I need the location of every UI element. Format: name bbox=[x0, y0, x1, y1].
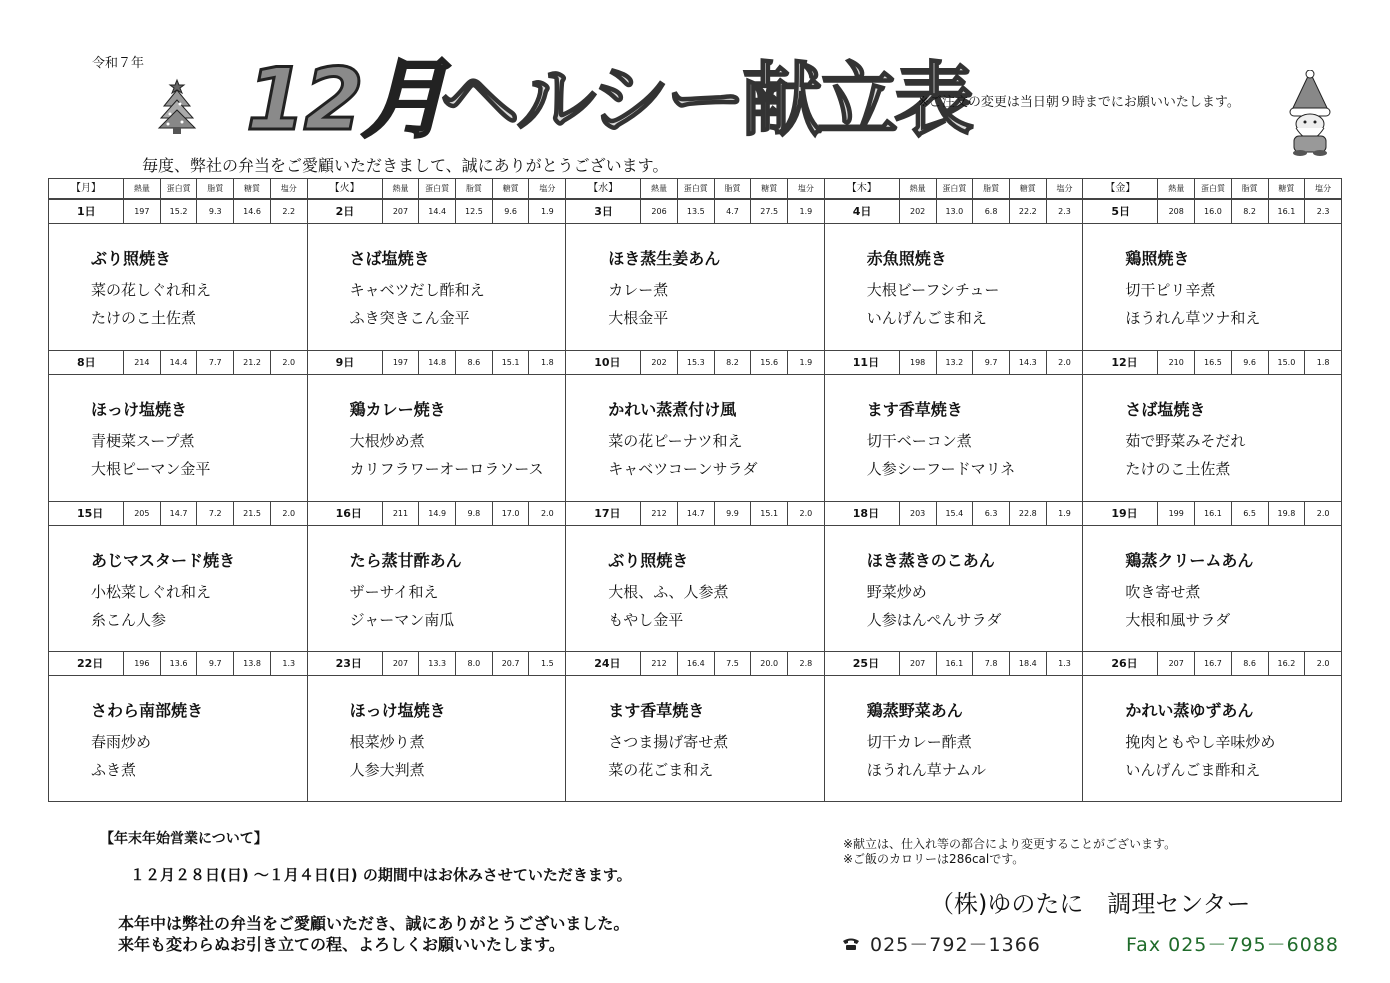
day-nutrition-row bbox=[566, 651, 824, 676]
nutrition-value: 15.1 bbox=[751, 502, 788, 525]
day-nutrition-row bbox=[566, 501, 824, 526]
nutrition-value: 22.2 bbox=[1010, 200, 1047, 223]
side-dish: 大根、ふ、人参煮 bbox=[608, 582, 729, 601]
nutrition-value: 13.3 bbox=[419, 652, 456, 675]
main-dish: 赤魚照焼き bbox=[866, 249, 947, 268]
main-dish: 鶏蒸野菜あん bbox=[866, 701, 963, 721]
side-dish: ふき煮 bbox=[91, 761, 137, 780]
day-date: 4日 bbox=[825, 200, 900, 223]
nutrition-value: 2.0 bbox=[1316, 659, 1330, 669]
thanks-text-line1: 本年中は弊社の弁当をご愛顧いただき、誠にありがとうございました。 bbox=[118, 914, 630, 933]
company-name: （株)ゆのたに 調理センター bbox=[930, 890, 1251, 918]
nutrient-label: 脂質 bbox=[1232, 179, 1269, 198]
day-cell bbox=[49, 501, 308, 652]
side-dish: いんげんごま酢和え bbox=[1125, 761, 1261, 780]
day-menu bbox=[1083, 224, 1341, 350]
nutrition-value: 13.6 bbox=[161, 652, 198, 675]
day-cell bbox=[825, 350, 1084, 501]
side-dish: 大根和風サラダ bbox=[1125, 610, 1231, 629]
weekday-header-tue bbox=[308, 179, 567, 198]
nutrition-value: 14.9 bbox=[419, 502, 456, 525]
day-menu bbox=[1083, 375, 1341, 501]
weekday-label: 【火】 bbox=[308, 179, 383, 198]
nutrition-value: 2.0 bbox=[540, 508, 554, 518]
side-dish: キャベツだし酢和え bbox=[349, 281, 485, 299]
nutrition-value: 18.4 bbox=[1010, 652, 1047, 675]
nutrient-label: 糖質 bbox=[1010, 179, 1047, 198]
day-cell bbox=[1083, 501, 1341, 652]
nutrition-value: 16.1 bbox=[937, 652, 974, 675]
nutrition-value: 20.7 bbox=[493, 652, 530, 675]
nutrition-value: 199 bbox=[1158, 502, 1195, 525]
nutrition-value: 9.6 bbox=[1232, 351, 1269, 374]
nutrition-value: 207 bbox=[383, 200, 420, 223]
nutrition-value: 2.3 bbox=[1058, 207, 1071, 216]
side-dish: いんげんごま和え bbox=[866, 309, 987, 327]
nutrition-value: 203 bbox=[900, 502, 937, 525]
day-date: 9日 bbox=[308, 351, 383, 374]
nutrition-value: 1.9 bbox=[799, 357, 813, 367]
day-date: 1日 bbox=[49, 200, 124, 223]
nutrition-value: 198 bbox=[900, 351, 937, 374]
nutrition-value: 8.2 bbox=[715, 351, 752, 374]
day-cell bbox=[308, 651, 567, 802]
day-date: 15日 bbox=[49, 502, 124, 525]
nutrient-label: 糖質 bbox=[751, 179, 788, 198]
nutrient-label: 熱量 bbox=[641, 179, 678, 198]
nutrition-value: 16.1 bbox=[1269, 200, 1306, 223]
nutrition-value: 9.6 bbox=[493, 200, 530, 223]
day-date: 17日 bbox=[566, 502, 641, 525]
nutrition-value: 2.8 bbox=[799, 659, 813, 669]
day-menu bbox=[308, 375, 566, 501]
day-date: 18日 bbox=[825, 502, 900, 525]
nutrient-label: 熱量 bbox=[124, 179, 161, 198]
main-dish: ます香草焼き bbox=[866, 399, 963, 419]
side-dish: 菜の花ピーナツ和え bbox=[608, 431, 743, 450]
nutrition-value: 7.2 bbox=[197, 502, 234, 525]
day-nutrition-row bbox=[566, 199, 824, 224]
telephone bbox=[842, 930, 1041, 957]
week-row bbox=[49, 651, 1341, 802]
side-dish: 糸こん人参 bbox=[91, 610, 167, 629]
nutrition-value: 8.2 bbox=[1232, 200, 1269, 223]
nutrition-value: 7.5 bbox=[715, 652, 752, 675]
side-dish: ふき突きこん金平 bbox=[349, 309, 470, 327]
day-cell bbox=[49, 199, 308, 350]
day-menu bbox=[308, 224, 566, 350]
day-menu bbox=[49, 676, 307, 802]
day-menu bbox=[566, 224, 824, 350]
side-dish: 春雨炒め bbox=[91, 733, 152, 752]
side-dish: 切干ベーコン煮 bbox=[866, 431, 972, 450]
day-nutrition-row bbox=[825, 350, 1083, 375]
day-date: 24日 bbox=[566, 652, 641, 675]
nutrition-value: 206 bbox=[641, 200, 678, 223]
nutrition-value: 8.6 bbox=[456, 351, 493, 374]
nutrition-value: 14.8 bbox=[419, 351, 456, 374]
day-cell bbox=[566, 199, 825, 350]
nutrition-value: 2.0 bbox=[282, 508, 296, 518]
nutrition-value: 1.3 bbox=[1058, 659, 1071, 669]
day-cell bbox=[566, 501, 825, 652]
nutrient-label: 蛋白質 bbox=[937, 179, 974, 198]
nutrition-value: 9.9 bbox=[715, 502, 752, 525]
main-dish: ほっけ塩焼き bbox=[91, 399, 188, 419]
main-dish: ほっけ塩焼き bbox=[349, 701, 446, 721]
day-cell bbox=[1083, 651, 1341, 802]
era-label: 令和７年 bbox=[92, 56, 145, 71]
nutrition-value: 9.7 bbox=[973, 351, 1010, 374]
nutrition-value: 9.8 bbox=[456, 502, 493, 525]
nutrient-label: 塩分 bbox=[797, 184, 814, 193]
menu-change-note: ※献立は、仕入れ等の都合により変更することがございます。 bbox=[843, 837, 1177, 851]
nutrition-value: 7.8 bbox=[973, 652, 1010, 675]
nutrition-value: 12.5 bbox=[456, 200, 493, 223]
nutrition-value: 16.2 bbox=[1269, 652, 1306, 675]
nutrition-value: 14.6 bbox=[234, 200, 271, 223]
day-nutrition-row bbox=[308, 501, 566, 526]
main-dish: ぶり照焼き bbox=[91, 249, 172, 268]
weekday-header-thu bbox=[825, 179, 1084, 198]
nutrition-value: 8.6 bbox=[1232, 652, 1269, 675]
main-dish: 鶏蒸クリームあん bbox=[1125, 550, 1254, 570]
nutrition-value: 15.4 bbox=[937, 502, 974, 525]
day-date: 23日 bbox=[308, 652, 383, 675]
day-nutrition-row bbox=[308, 350, 566, 375]
nutrient-label: 脂質 bbox=[197, 179, 234, 198]
main-dish: 鶏照焼き bbox=[1125, 249, 1190, 268]
nutrition-value: 22.8 bbox=[1010, 502, 1047, 525]
nutrition-value: 207 bbox=[383, 652, 420, 675]
nutrition-value: 1.9 bbox=[540, 207, 554, 216]
nutrition-value: 2.0 bbox=[282, 357, 296, 367]
nutrition-value: 21.5 bbox=[234, 502, 271, 525]
nutrition-value: 2.0 bbox=[1316, 508, 1330, 518]
nutrient-label: 脂質 bbox=[456, 179, 493, 198]
nutrition-value: 210 bbox=[1158, 351, 1195, 374]
main-dish: ます香草焼き bbox=[608, 701, 705, 721]
day-cell bbox=[49, 350, 308, 501]
day-cell bbox=[566, 651, 825, 802]
week-row bbox=[49, 350, 1341, 501]
nutrition-value: 14.4 bbox=[161, 351, 198, 374]
side-dish: 挽肉ともやし辛味炒め bbox=[1125, 733, 1276, 752]
side-dish: 根菜炒り煮 bbox=[349, 733, 425, 752]
day-date: 3日 bbox=[566, 200, 641, 223]
nutrient-label: 熱量 bbox=[900, 179, 937, 198]
main-dish: さわら南部焼き bbox=[91, 701, 204, 721]
nutrient-label: 糖質 bbox=[1269, 179, 1306, 198]
side-dish: 茹で野菜みそだれ bbox=[1125, 431, 1246, 450]
day-nutrition-row bbox=[1083, 350, 1341, 375]
nutrient-label: 熱量 bbox=[1158, 179, 1195, 198]
day-menu bbox=[49, 526, 307, 652]
nutrition-value: 202 bbox=[900, 200, 937, 223]
nutrient-label: 塩分 bbox=[1056, 184, 1073, 193]
day-menu bbox=[49, 224, 307, 350]
nutrition-value: 6.5 bbox=[1232, 502, 1269, 525]
day-date: 2日 bbox=[308, 200, 383, 223]
nutrition-value: 8.0 bbox=[456, 652, 493, 675]
menu-calendar-grid bbox=[48, 199, 1342, 802]
telephone-number: 025－792－1366 bbox=[870, 934, 1041, 956]
nutrition-value: 16.7 bbox=[1195, 652, 1232, 675]
nutrition-value: 208 bbox=[1158, 200, 1195, 223]
nutrition-value: 15.2 bbox=[161, 200, 198, 223]
day-menu bbox=[825, 526, 1083, 652]
day-cell bbox=[308, 350, 567, 501]
day-nutrition-row bbox=[308, 199, 566, 224]
nutrition-value: 1.8 bbox=[540, 357, 554, 367]
side-dish: ザーサイ和え bbox=[349, 582, 439, 601]
day-nutrition-row bbox=[566, 350, 824, 375]
side-dish: ほうれん草ツナ和え bbox=[1125, 309, 1261, 327]
nutrition-value: 16.5 bbox=[1195, 351, 1232, 374]
holiday-period-text: １２月２８日(日) ～１月４日(日) の期間中はお休みさせていただきます。 bbox=[130, 866, 632, 884]
day-menu bbox=[1083, 676, 1341, 802]
main-dish: さば塩焼き bbox=[349, 249, 430, 268]
day-cell bbox=[1083, 199, 1341, 350]
day-nutrition-row bbox=[825, 501, 1083, 526]
nutrition-value: 16.0 bbox=[1195, 200, 1232, 223]
nutrition-value: 2.3 bbox=[1316, 207, 1330, 216]
nutrition-value: 2.2 bbox=[282, 207, 296, 216]
nutrient-label: 蛋白質 bbox=[419, 179, 456, 198]
day-cell bbox=[825, 199, 1084, 350]
side-dish: 切干カレー酢煮 bbox=[866, 733, 972, 752]
nutrition-value: 20.0 bbox=[751, 652, 788, 675]
nutrition-value: 15.0 bbox=[1269, 351, 1306, 374]
day-nutrition-row bbox=[308, 651, 566, 676]
nutrition-value: 202 bbox=[641, 351, 678, 374]
side-dish: カレー煮 bbox=[608, 281, 669, 299]
day-date: 16日 bbox=[308, 502, 383, 525]
greeting-text: 毎度、弊社の弁当をご愛顧いただきまして、誠にありがとうございます。 bbox=[142, 156, 669, 175]
nutrient-label: 熱量 bbox=[383, 179, 420, 198]
nutrition-value: 197 bbox=[124, 200, 161, 223]
day-date: 19日 bbox=[1083, 502, 1158, 525]
day-cell bbox=[49, 651, 308, 802]
main-dish: かれい蒸煮付け風 bbox=[608, 399, 737, 419]
side-dish: 野菜炒め bbox=[866, 582, 927, 601]
side-dish: もやし金平 bbox=[608, 610, 684, 629]
nutrition-value: 207 bbox=[900, 652, 937, 675]
nutrition-value: 16.4 bbox=[678, 652, 715, 675]
main-dish: かれい蒸ゆずあん bbox=[1125, 701, 1254, 721]
side-dish: 吹き寄せ煮 bbox=[1125, 582, 1201, 601]
side-dish: 人参大判煮 bbox=[349, 761, 425, 780]
day-nutrition-row bbox=[49, 501, 307, 526]
title-month: 12月 bbox=[246, 50, 446, 150]
nutrition-value: 9.3 bbox=[197, 200, 234, 223]
side-dish: 青梗菜スープ煮 bbox=[91, 431, 195, 450]
nutrient-label: 脂質 bbox=[973, 179, 1010, 198]
day-menu bbox=[825, 224, 1083, 350]
nutrition-value: 13.2 bbox=[937, 351, 974, 374]
nutrition-value: 4.7 bbox=[715, 200, 752, 223]
nutrition-value: 212 bbox=[641, 652, 678, 675]
main-dish: さば塩焼き bbox=[1125, 399, 1206, 419]
weekday-label: 【金】 bbox=[1083, 179, 1158, 198]
side-dish: ジャーマン南瓜 bbox=[349, 610, 455, 629]
side-dish: 菜の花しぐれ和え bbox=[91, 281, 212, 299]
side-dish: 人参はんぺんサラダ bbox=[866, 610, 1002, 629]
weekday-label: 【木】 bbox=[825, 179, 900, 198]
side-dish: たけのこ土佐煮 bbox=[1125, 459, 1231, 478]
weekday-header-mon bbox=[49, 179, 308, 198]
nutrition-value: 21.2 bbox=[234, 351, 271, 374]
day-date: 8日 bbox=[49, 351, 124, 374]
order-change-note: ※ご注文の変更は当日朝９時までにお願いいたします。 bbox=[918, 95, 1240, 110]
weekday-label: 【月】 bbox=[49, 179, 124, 198]
nutrition-value: 13.0 bbox=[937, 200, 974, 223]
thanks-text-line2: 来年も変わらぬお引き立ての程、よろしくお願いいたします。 bbox=[118, 935, 565, 954]
main-dish: ぶり照焼き bbox=[608, 550, 689, 570]
christmas-tree-icon bbox=[156, 78, 198, 134]
nutrition-value: 207 bbox=[1158, 652, 1195, 675]
side-dish: 切干ピリ辛煮 bbox=[1125, 281, 1216, 299]
nutrition-value: 19.8 bbox=[1269, 502, 1306, 525]
nutrition-value: 7.7 bbox=[197, 351, 234, 374]
nutrition-value: 1.3 bbox=[282, 659, 296, 669]
side-dish: キャベツコーンサラダ bbox=[608, 459, 758, 478]
side-dish: たけのこ土佐煮 bbox=[91, 309, 197, 327]
nutrition-value: 13.5 bbox=[678, 200, 715, 223]
side-dish: 大根金平 bbox=[608, 309, 669, 327]
day-menu bbox=[1083, 526, 1341, 652]
nutrition-value: 15.3 bbox=[678, 351, 715, 374]
day-menu bbox=[566, 676, 824, 802]
nutrition-value: 196 bbox=[124, 652, 161, 675]
nutrient-label: 塩分 bbox=[280, 184, 297, 193]
day-nutrition-row bbox=[1083, 199, 1341, 224]
side-dish: 菜の花ごま和え bbox=[608, 761, 714, 780]
day-menu bbox=[308, 676, 566, 802]
side-dish: 大根炒め煮 bbox=[349, 431, 425, 450]
nutrition-value: 6.8 bbox=[973, 200, 1010, 223]
side-dish: 人参シーフードマリネ bbox=[866, 459, 1016, 478]
nutrition-value: 9.7 bbox=[197, 652, 234, 675]
nutrition-value: 1.9 bbox=[1058, 508, 1071, 518]
nutrition-value: 2.0 bbox=[799, 508, 813, 518]
santa-icon bbox=[1280, 70, 1340, 156]
weekday-header-wed bbox=[566, 179, 825, 198]
day-cell bbox=[825, 651, 1084, 802]
nutrition-value: 17.0 bbox=[493, 502, 530, 525]
day-date: 11日 bbox=[825, 351, 900, 374]
day-date: 12日 bbox=[1083, 351, 1158, 374]
day-menu bbox=[825, 375, 1083, 501]
nutrition-value: 214 bbox=[124, 351, 161, 374]
nutrition-value: 16.1 bbox=[1195, 502, 1232, 525]
day-nutrition-row bbox=[1083, 651, 1341, 676]
day-menu bbox=[49, 375, 307, 501]
nutrition-value: 2.0 bbox=[1058, 357, 1071, 367]
nutrition-value: 14.4 bbox=[419, 200, 456, 223]
weekday-label: 【水】 bbox=[566, 179, 641, 198]
day-date: 25日 bbox=[825, 652, 900, 675]
telephone-icon bbox=[842, 937, 860, 951]
day-menu bbox=[825, 676, 1083, 802]
nutrition-value: 1.8 bbox=[1316, 357, 1330, 367]
side-dish: 小松菜しぐれ和え bbox=[91, 582, 212, 601]
day-nutrition-row bbox=[49, 199, 307, 224]
main-dish: たら蒸甘酢あん bbox=[349, 550, 462, 570]
nutrition-value: 14.7 bbox=[161, 502, 198, 525]
side-dish: さつま揚げ寄せ煮 bbox=[608, 733, 729, 752]
nutrition-value: 205 bbox=[124, 502, 161, 525]
nutrition-value: 1.9 bbox=[799, 207, 813, 216]
day-menu bbox=[308, 526, 566, 652]
nutrition-value: 14.7 bbox=[678, 502, 715, 525]
side-dish: カリフラワーオーロラソース bbox=[349, 459, 544, 478]
side-dish: ほうれん草ナムル bbox=[866, 761, 987, 780]
nutrient-label: 蛋白質 bbox=[678, 179, 715, 198]
nutrition-value: 197 bbox=[383, 351, 420, 374]
nutrient-label: 塩分 bbox=[539, 184, 556, 193]
fax-number: Fax 025－795－6088 bbox=[1126, 934, 1339, 956]
day-menu bbox=[566, 526, 824, 652]
day-nutrition-row bbox=[825, 199, 1083, 224]
nutrition-value: 15.6 bbox=[751, 351, 788, 374]
nutrition-value: 13.8 bbox=[234, 652, 271, 675]
nutrition-value: 15.1 bbox=[493, 351, 530, 374]
main-dish: あじマスタード焼き bbox=[91, 550, 236, 570]
day-date: 22日 bbox=[49, 652, 124, 675]
nutrient-label: 糖質 bbox=[234, 179, 271, 198]
day-menu bbox=[566, 375, 824, 501]
nutrition-value: 6.3 bbox=[973, 502, 1010, 525]
day-nutrition-row bbox=[825, 651, 1083, 676]
day-nutrition-row bbox=[49, 651, 307, 676]
week-row bbox=[49, 501, 1341, 652]
nutrient-label: 脂質 bbox=[715, 179, 752, 198]
rice-calorie-note: ※ご飯のカロリーは286calです。 bbox=[843, 852, 1025, 866]
nutrition-value: 1.5 bbox=[540, 659, 554, 669]
weekday-header-row bbox=[48, 178, 1342, 199]
day-date: 5日 bbox=[1083, 200, 1158, 223]
side-dish: 大根ピーマン金平 bbox=[91, 459, 211, 478]
weekday-header-fri bbox=[1083, 179, 1341, 198]
nutrition-value: 211 bbox=[383, 502, 420, 525]
day-cell bbox=[566, 350, 825, 501]
nutrition-value: 27.5 bbox=[751, 200, 788, 223]
main-dish: ほき蒸生姜あん bbox=[608, 249, 721, 268]
nutrient-label: 塩分 bbox=[1315, 184, 1332, 193]
main-dish: ほき蒸きのこあん bbox=[866, 550, 995, 570]
side-dish: 大根ビーフシチュー bbox=[866, 281, 1000, 299]
title-text: ヘルシー献立表 bbox=[440, 54, 970, 147]
nutrient-label: 蛋白質 bbox=[1195, 179, 1232, 198]
main-dish: 鶏カレー焼き bbox=[349, 399, 446, 419]
day-cell bbox=[308, 199, 567, 350]
day-nutrition-row bbox=[1083, 501, 1341, 526]
holiday-notice-title: 【年末年始営業について】 bbox=[100, 831, 268, 847]
day-nutrition-row bbox=[49, 350, 307, 375]
nutrition-value: 212 bbox=[641, 502, 678, 525]
day-cell bbox=[825, 501, 1084, 652]
day-date: 10日 bbox=[566, 351, 641, 374]
nutrition-value: 14.3 bbox=[1010, 351, 1047, 374]
day-date: 26日 bbox=[1083, 652, 1158, 675]
day-cell bbox=[308, 501, 567, 652]
nutrient-label: 蛋白質 bbox=[161, 179, 198, 198]
nutrient-label: 糖質 bbox=[493, 179, 530, 198]
week-row bbox=[49, 199, 1341, 350]
day-cell bbox=[1083, 350, 1341, 501]
